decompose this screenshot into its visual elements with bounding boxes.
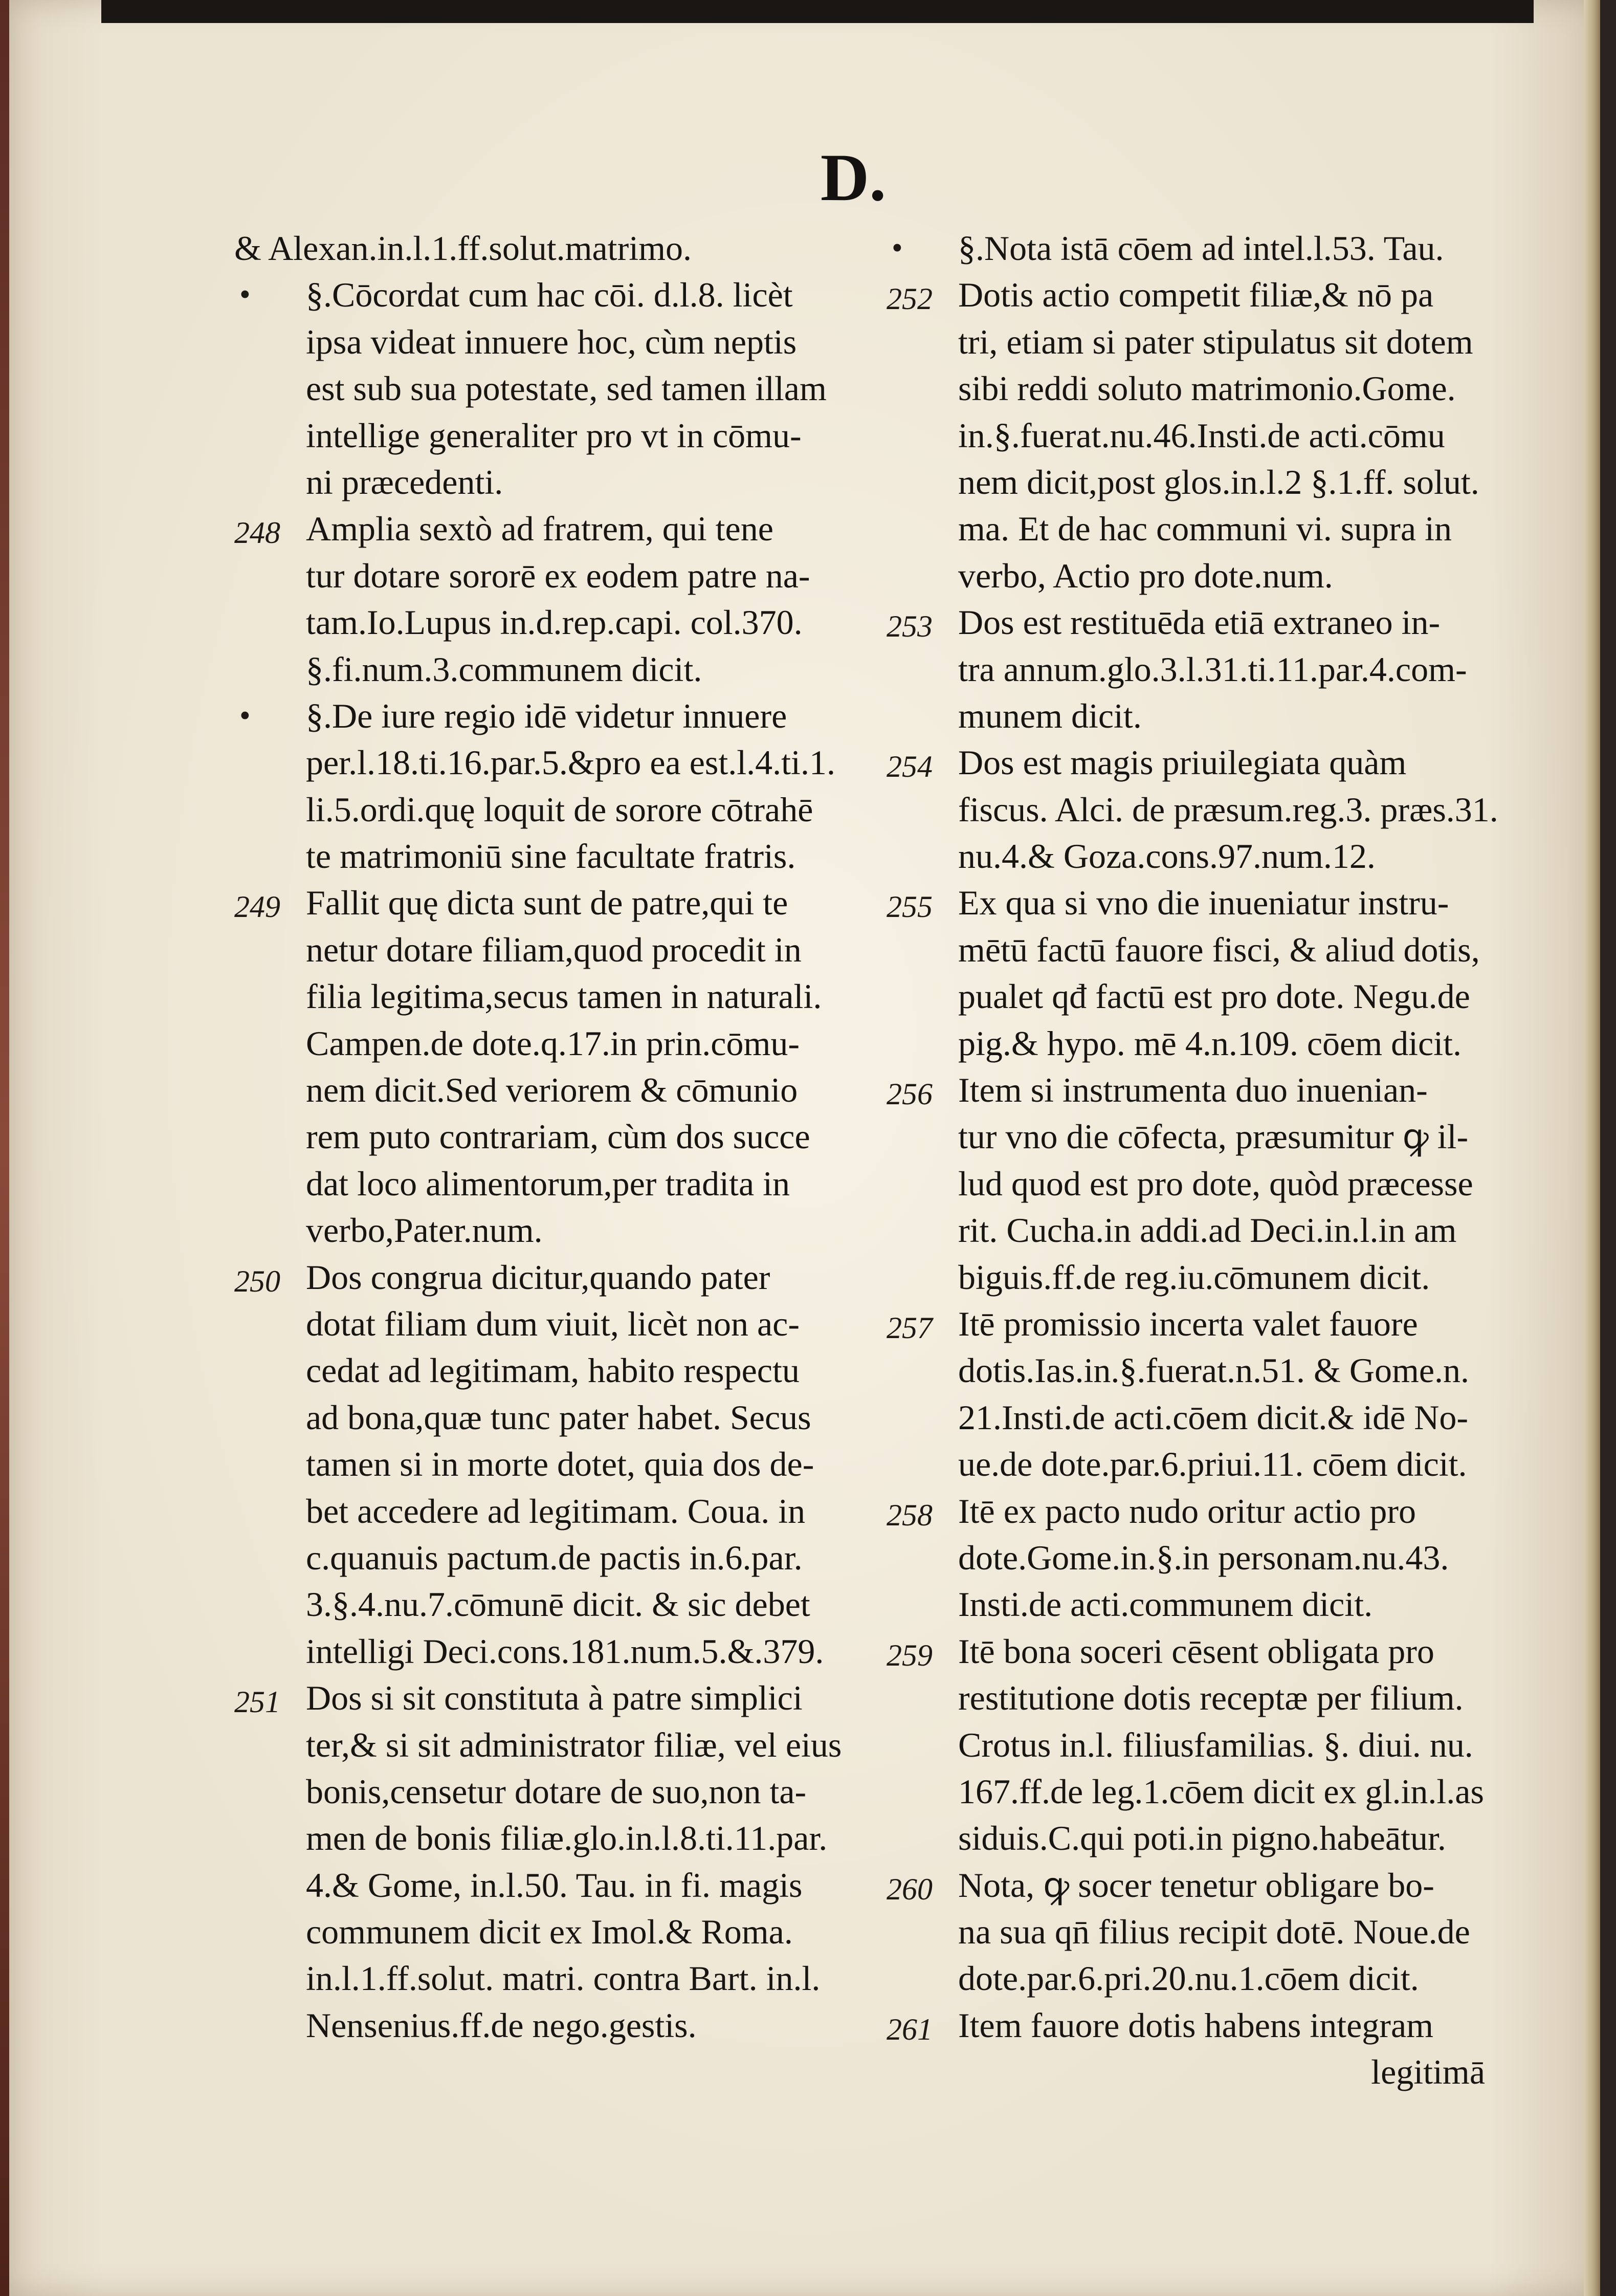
line-text: per.l.18.ti.16.par.5.&pro ea est.l.4.ti.1. <box>306 743 835 782</box>
text-line <box>234 1862 874 1909</box>
line-text: dat loco alimentorum,per tradita in <box>306 1164 790 1203</box>
text-line <box>234 1909 874 1955</box>
text-line <box>887 786 1526 833</box>
text-line <box>234 1254 874 1301</box>
line-text: lud quod est pro dote, quòd præcesse <box>958 1164 1473 1203</box>
line-text: te matrimoniū sine facultate fratris. <box>306 837 796 876</box>
line-text: restitutione dotis receptæ per filium. <box>958 1678 1464 1718</box>
entry-number: 254 <box>887 750 933 784</box>
text-line <box>887 553 1526 599</box>
text-line <box>887 272 1526 318</box>
text-line <box>234 1675 874 1721</box>
line-text: 21.Insti.de acti.cōem dicit.& idē No- <box>958 1397 1469 1437</box>
text-line <box>234 272 874 318</box>
line-text: dote.Gome.in.§.in personam.nu.43. <box>958 1538 1449 1577</box>
text-line <box>887 1347 1526 1394</box>
line-text: rit. Cucha.in addi.ad Deci.in.l.in am <box>958 1211 1457 1250</box>
line-text: sibi reddi soluto matrimonio.Gome. <box>958 369 1456 408</box>
line-text: Ex qua si vno die inueniatur instru- <box>958 883 1449 923</box>
line-text: pig.& hypo. mē 4.n.109. cōem dicit. <box>958 1023 1462 1063</box>
line-text: Campen.de dote.q.17.in prin.cōmu- <box>306 1023 800 1063</box>
line-text: Item fauore dotis habens integram <box>958 2005 1434 2045</box>
text-line <box>234 833 874 880</box>
entry-number: 249 <box>234 890 280 924</box>
line-text: & Alexan.in.l.1.ff.solut.matrimo. <box>234 229 692 268</box>
text-line <box>234 553 874 599</box>
text-line <box>887 319 1526 365</box>
text-line <box>887 1722 1526 1768</box>
text-line <box>887 225 1526 272</box>
line-text: §.Cōcordat cum hac cōi. d.l.8. licèt <box>306 275 793 315</box>
line-text: nem dicit,post glos.in.l.2 §.1.ff. solut. <box>958 462 1479 501</box>
bullet-marker: • <box>892 231 903 266</box>
line-text: verbo,Pater.num. <box>306 1211 543 1250</box>
text-line <box>234 973 874 1020</box>
line-text: intellige generaliter pro vt in cōmu- <box>306 416 802 455</box>
line-text: §.fi.num.3.communem dicit. <box>306 649 702 689</box>
entry-number: 257 <box>887 1310 933 1345</box>
line-text: cedat ad legitimam, habito respectu <box>306 1351 800 1390</box>
text-line <box>234 1628 874 1675</box>
line-text: Fallit quę dicta sunt de patre,qui te <box>306 883 788 923</box>
text-line <box>887 1067 1526 1113</box>
line-text: ter,& si sit administrator filiæ, vel eius <box>306 1725 842 1764</box>
text-line <box>234 1815 874 1862</box>
entry-number: 259 <box>887 1638 933 1672</box>
entry-number: 256 <box>887 1077 933 1111</box>
line-text: 3.§.4.nu.7.cōmunē dicit. & sic debet <box>306 1585 810 1624</box>
line-text: Itē ex pacto nudo oritur actio pro <box>958 1491 1416 1530</box>
text-line <box>887 1488 1526 1535</box>
left-text-column <box>234 225 874 2049</box>
line-text: Dos congrua dicitur,quando pater <box>306 1257 770 1297</box>
text-line <box>234 599 874 646</box>
text-line <box>234 412 874 459</box>
text-line <box>887 1675 1526 1721</box>
line-text: ipsa videat innuere hoc, cùm neptis <box>306 322 797 361</box>
text-line <box>887 880 1526 926</box>
text-line <box>234 880 874 926</box>
line-text: mētū factū fauore fisci, & aliud dotis, <box>958 930 1480 969</box>
line-text: communem dicit ex Imol.& Roma. <box>306 1912 793 1952</box>
text-line <box>234 646 874 693</box>
text-line <box>234 1020 874 1067</box>
text-line <box>887 1581 1526 1628</box>
line-text: tur vno die cōfecta, præsumitur ꝙ il- <box>958 1117 1469 1156</box>
text-line <box>234 1488 874 1535</box>
text-line <box>887 646 1526 693</box>
entry-number: 258 <box>887 1498 933 1532</box>
text-line <box>887 1161 1526 1207</box>
line-text: biguis.ff.de reg.iu.cōmunem dicit. <box>958 1257 1430 1297</box>
text-line <box>887 693 1526 739</box>
text-line <box>887 412 1526 459</box>
entry-number: 255 <box>887 890 933 924</box>
text-line <box>234 1441 874 1488</box>
line-text: intelligi Deci.cons.181.num.5.&.379. <box>306 1631 824 1671</box>
line-text: bet accedere ad legitimam. Coua. in <box>306 1491 806 1530</box>
line-text: tam.Io.Lupus in.d.rep.capi. col.370. <box>306 603 803 642</box>
text-line <box>234 1347 874 1394</box>
text-line <box>887 506 1526 552</box>
text-line <box>887 1394 1526 1441</box>
text-line <box>887 927 1526 973</box>
line-text: in.§.fuerat.nu.46.Insti.de acti.cōmu <box>958 416 1445 455</box>
line-text: li.5.ordi.quę loquit de sorore cōtrahē <box>306 790 813 829</box>
text-line <box>234 1301 874 1347</box>
line-text: tri, etiam si pater stipulatus sit dotem <box>958 322 1473 361</box>
text-line <box>234 1722 874 1768</box>
line-text: dote.par.6.pri.20.nu.1.cōem dicit. <box>958 1959 1419 1998</box>
line-text: Itē promissio incerta valet fauore <box>958 1304 1418 1343</box>
line-text: nem dicit.Sed veriorem & cōmunio <box>306 1070 798 1110</box>
text-line <box>887 1207 1526 1254</box>
text-line <box>887 1909 1526 1955</box>
text-line <box>887 973 1526 1020</box>
text-line <box>887 1113 1526 1160</box>
line-text: netur dotare filiam,quod procedit in <box>306 930 802 969</box>
text-line <box>234 927 874 973</box>
text-line <box>234 1535 874 1581</box>
line-text: dotat filiam dum viuit, licèt non ac- <box>306 1304 800 1343</box>
line-text: 4.& Gome, in.l.50. Tau. in fi. magis <box>306 1865 803 1905</box>
text-line <box>234 365 874 412</box>
text-line <box>234 1113 874 1160</box>
line-text: c.quanuis pactum.de pactis in.6.par. <box>306 1538 803 1577</box>
line-text: est sub sua potestate, sed tamen illam <box>306 369 827 408</box>
line-text: bonis,censetur dotare de suo,non ta- <box>306 1772 807 1811</box>
text-line <box>234 1394 874 1441</box>
line-text: Item si instrumenta duo inuenian- <box>958 1070 1428 1110</box>
text-line <box>234 319 874 365</box>
line-text: Dos si sit constituta à patre simplici <box>306 1678 803 1718</box>
line-text: §.Nota istā cōem ad intel.l.53. Tau. <box>958 229 1444 268</box>
text-line <box>234 225 874 272</box>
line-text: pualet qđ factū est pro dote. Negu.de <box>958 977 1470 1016</box>
entry-number: 261 <box>887 2012 933 2046</box>
line-text: Crotus in.l. filiusfamilias. §. diui. nu. <box>958 1725 1473 1764</box>
book-binding-edge <box>0 0 9 2296</box>
line-text: §.De iure regio idē videtur innuere <box>306 696 787 735</box>
text-line <box>234 1207 874 1254</box>
text-line <box>234 459 874 506</box>
text-line <box>887 1254 1526 1301</box>
text-line <box>234 506 874 552</box>
text-line <box>234 1161 874 1207</box>
line-text: tur dotare sororē ex eodem patre na- <box>306 556 810 595</box>
line-text: munem dicit. <box>958 696 1142 735</box>
text-line <box>234 1768 874 1815</box>
line-text: legitimā <box>1371 2052 1485 2092</box>
line-text: Nensenius.ff.de nego.gestis. <box>306 2005 697 2045</box>
line-text: Dos est restituēda etiā extraneo in- <box>958 603 1441 642</box>
line-text: in.l.1.ff.solut. matri. contra Bart. in.l. <box>306 1959 821 1998</box>
text-line <box>887 1815 1526 1862</box>
text-line <box>887 1441 1526 1488</box>
line-text: dotis.Ias.in.§.fuerat.n.51. & Gome.n. <box>958 1351 1470 1390</box>
text-line <box>887 833 1526 880</box>
text-line <box>887 739 1526 786</box>
bullet-marker: • <box>239 277 251 313</box>
entry-number: 251 <box>234 1685 280 1719</box>
line-text: 167.ff.de leg.1.cōem dicit ex gl.in.l.as <box>958 1772 1484 1811</box>
text-line <box>234 786 874 833</box>
text-line <box>234 1581 874 1628</box>
text-line <box>887 2049 1526 2095</box>
scan-top-shadow <box>101 0 1534 23</box>
line-text: Insti.de acti.communem dicit. <box>958 1585 1373 1624</box>
line-text: Itē bona soceri cēsent obligata pro <box>958 1631 1434 1671</box>
line-text: rem puto contrariam, cùm dos succe <box>306 1117 810 1156</box>
line-text: verbo, Actio pro dote.num. <box>958 556 1333 595</box>
line-text: nu.4.& Goza.cons.97.num.12. <box>958 837 1376 876</box>
text-line <box>234 1955 874 2002</box>
line-text: ad bona,quæ tunc pater habet. Secus <box>306 1397 811 1437</box>
line-text: Nota, ꝙ socer tenetur obligare bo- <box>958 1865 1434 1905</box>
text-line <box>234 1067 874 1113</box>
line-text: fiscus. Alci. de præsum.reg.3. præs.31. <box>958 790 1498 829</box>
text-line <box>887 1301 1526 1347</box>
line-text: tra annum.glo.3.l.31.ti.11.par.4.com- <box>958 649 1467 689</box>
entry-number: 248 <box>234 516 280 550</box>
line-text: Dos est magis priuilegiata quàm <box>958 743 1407 782</box>
text-line <box>887 2002 1526 2049</box>
line-text: ue.de dote.par.6.priui.11. cōem dicit. <box>958 1445 1467 1484</box>
book-page <box>9 0 1600 2296</box>
text-line <box>234 2002 874 2049</box>
text-line <box>887 1628 1526 1675</box>
line-text: na sua qn̄ filius recipit dotē. Noue.de <box>958 1912 1470 1952</box>
line-text: men de bonis filiæ.glo.in.l.8.ti.11.par. <box>306 1819 828 1858</box>
right-text-column <box>887 225 1526 2096</box>
text-line <box>887 1862 1526 1909</box>
entry-number: 250 <box>234 1264 280 1298</box>
page-header-letter: D. <box>820 140 887 215</box>
line-text: filia legitima,secus tamen in naturali. <box>306 977 822 1016</box>
text-line <box>234 693 874 739</box>
line-text: ni præcedenti. <box>306 462 503 501</box>
line-text: tamen si in morte dotet, quia dos de- <box>306 1445 814 1484</box>
text-line <box>887 599 1526 646</box>
text-line <box>887 1020 1526 1067</box>
line-text: Amplia sextò ad fratrem, qui tene <box>306 509 773 549</box>
bullet-marker: • <box>239 698 251 733</box>
text-line <box>887 1955 1526 2002</box>
text-line <box>887 1768 1526 1815</box>
line-text: ma. Et de hac communi vi. supra in <box>958 509 1452 549</box>
entry-number: 253 <box>887 609 933 644</box>
entry-number: 252 <box>887 282 933 316</box>
text-line <box>887 1535 1526 1581</box>
text-line <box>234 739 874 786</box>
line-text: siduis.C.qui poti.in pigno.habeātur. <box>958 1819 1446 1858</box>
entry-number: 260 <box>887 1872 933 1906</box>
text-line <box>887 365 1526 412</box>
page-edge <box>1584 0 1600 2296</box>
line-text: Dotis actio competit filiæ,& nō pa <box>958 275 1434 315</box>
text-line <box>887 459 1526 506</box>
